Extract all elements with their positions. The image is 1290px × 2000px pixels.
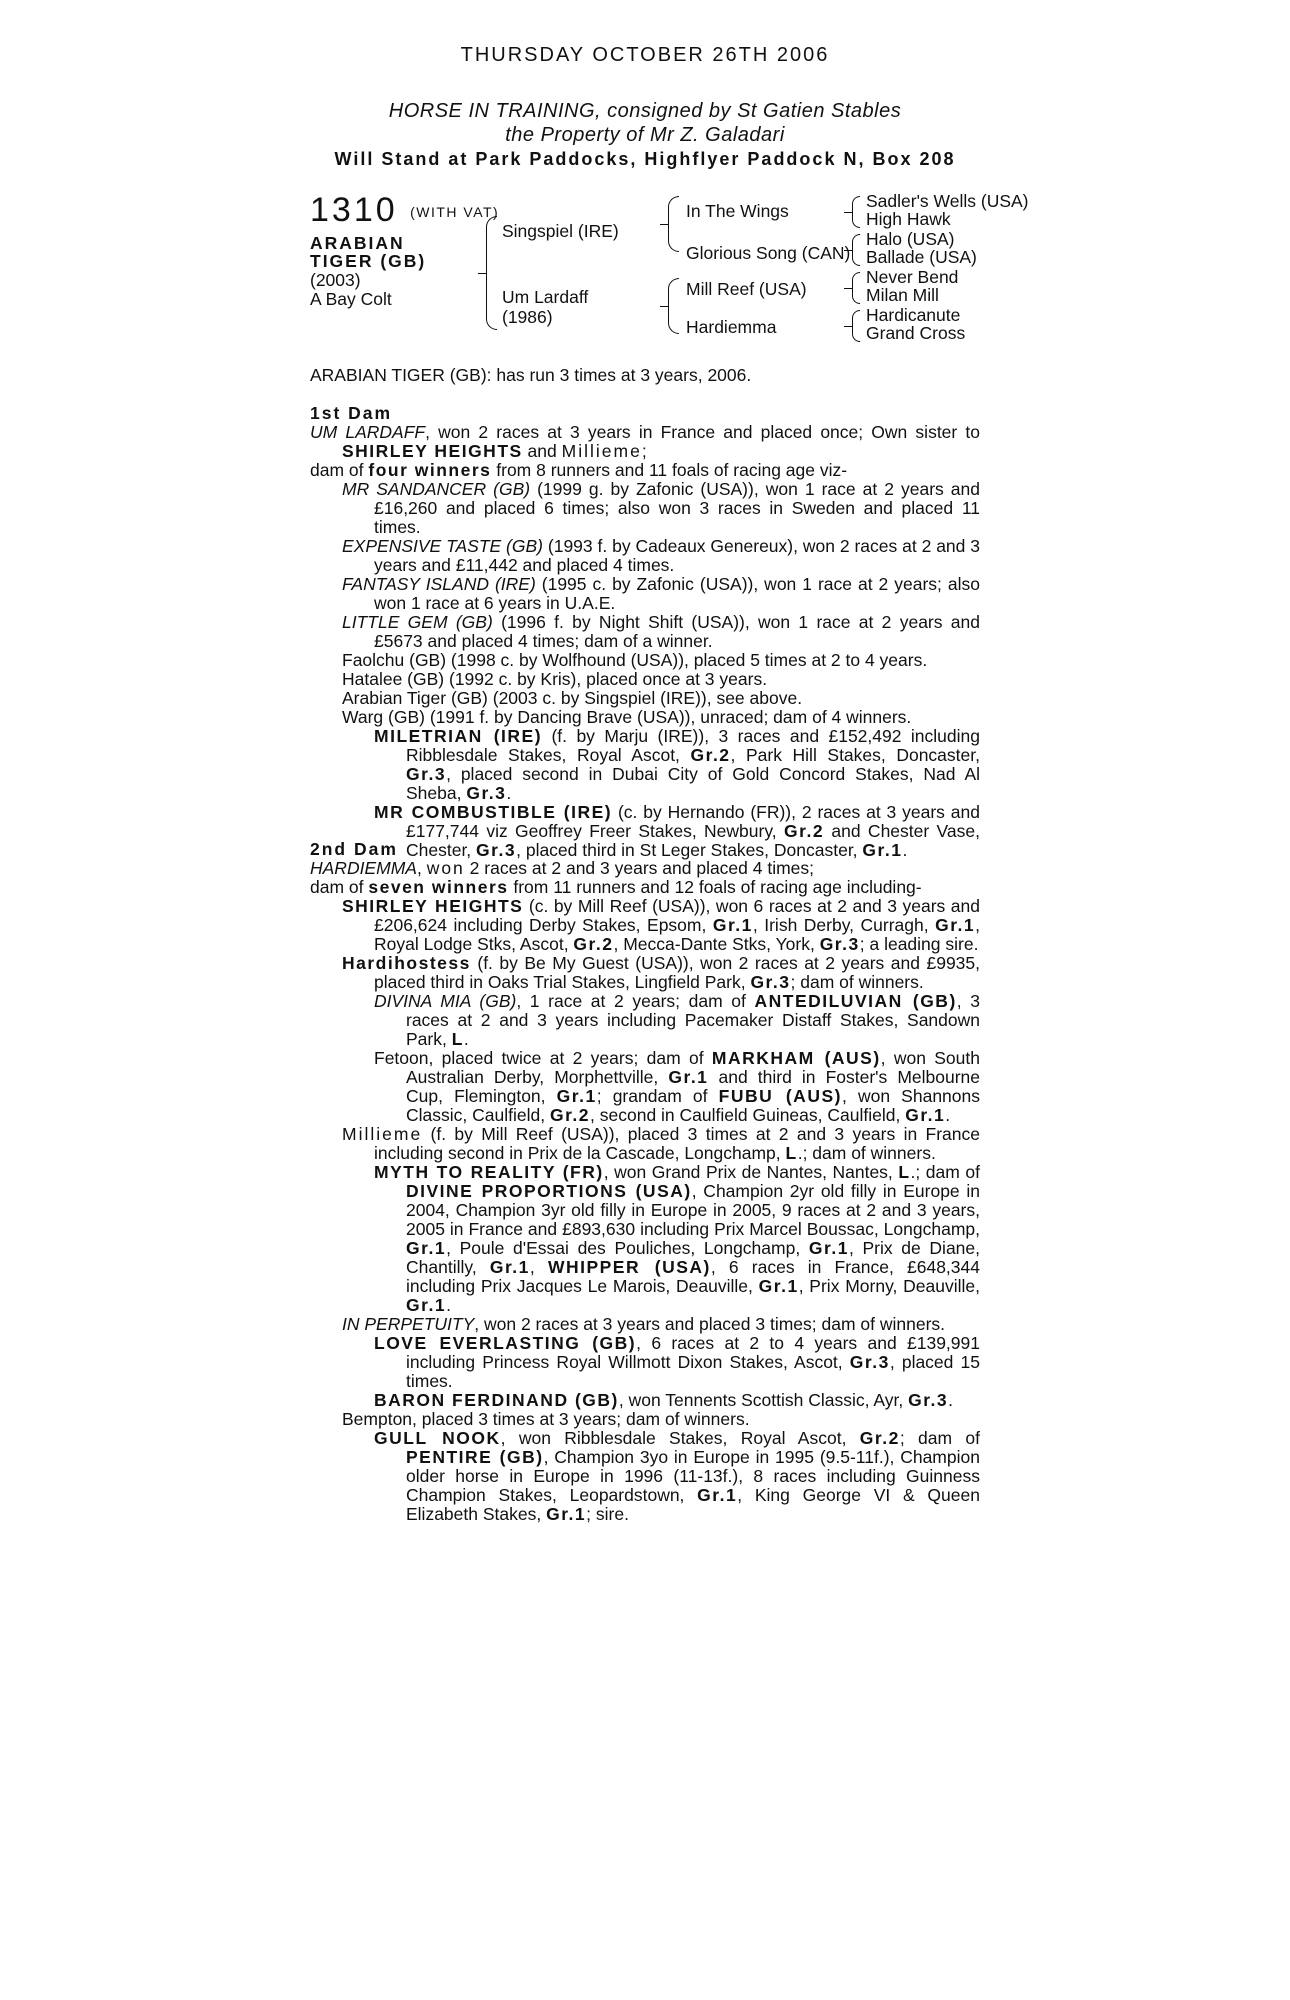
sister-shirley: SHIRLEY HEIGHTS [342, 441, 523, 461]
text-part: , won South Australian Derby, Morphettville, [406, 1048, 980, 1087]
dam-of-prefix: dam of [310, 877, 369, 897]
text-part: . [902, 840, 908, 860]
grade: Gr.2 [690, 745, 731, 765]
produce-text: (1995 c. by Zafonic (USA)), won 1 race at 2 years; also won 1 race at 6 years in U.A.E. [374, 574, 980, 613]
winners-count: four winners [368, 460, 492, 480]
grade: Gr.3 [406, 764, 447, 784]
text-part: (f. by Marju (IRE)), 3 races and £152,492 including Ribblesdale Stakes, Royal Ascot, [406, 726, 980, 765]
first-dam-desc: , won 2 races at 3 years in France and placed once; Own sister to [425, 422, 980, 442]
lot-number-line [310, 192, 499, 230]
text-part: , won Tennents Scottish Classic, Ayr, [618, 1390, 909, 1410]
text-part: and Chester Vase, Chester, [406, 821, 981, 860]
race-summary: ARABIAN TIGER (GB): has run 3 times at 3 years, 2006. [310, 365, 752, 385]
produce-text: (1993 f. by Cadeaux Genereux), won 2 races at 2 and 3 years and £11,442 and placed 4 times. [374, 536, 981, 575]
produce-name: MR SANDANCER (GB) [342, 479, 531, 499]
text-part: , Irish Derby, Curragh, [752, 915, 936, 935]
grade: Gr.2 [859, 1428, 900, 1448]
text-part: , 3 races at 2 and 3 years including Pacemaker Distaff Stakes, Sandown Park, [406, 991, 980, 1049]
text-part: Fetoon, placed twice at 2 years; dam of [374, 1048, 712, 1068]
grade: L [785, 1143, 798, 1163]
text-part: ; dam of [899, 1428, 980, 1448]
text-part: . [948, 1390, 954, 1410]
grade: Gr.2 [573, 934, 614, 954]
horse-year: (2003) [310, 270, 361, 290]
grand-produce-name: LOVE EVERLASTING (GB) [374, 1333, 637, 1353]
text-part: . [446, 1295, 451, 1315]
text-part: , placed third in St Leger Stakes, Doncaster, [516, 840, 863, 860]
produce-entry: Hatalee (GB) (1992 c. by Kris), placed once at 3 years. [342, 669, 768, 689]
pedigree-brace-dam [668, 278, 679, 334]
pedigree-dam-year: (1986) [502, 307, 553, 327]
produce-entry [342, 897, 980, 954]
pedigree-sire: Singspiel (IRE) [502, 221, 619, 241]
bold-horse: PENTIRE (GB) [406, 1447, 544, 1467]
text-part: , second in Caulfield Guineas, Caulfield, [590, 1105, 906, 1125]
grand-produce-name: DIVINA MIA (GB) [374, 991, 517, 1011]
grade: Gr.1 [406, 1295, 447, 1315]
produce-name: LITTLE GEM (GB) [342, 612, 493, 632]
produce-name: Hardihostess [342, 953, 471, 973]
text-part: , placed second in Dubai City of Gold Concord Stakes, Nad Al Sheba, [406, 764, 980, 803]
produce-entry [342, 575, 980, 613]
produce-name: FANTASY ISLAND (IRE) [342, 574, 536, 594]
bold-horse: ANTEDILUVIAN (GB) [754, 991, 957, 1011]
grand-produce-name: MYTH TO REALITY (FR) [374, 1162, 604, 1182]
text-part: , Mecca-Dante Stks, York, [613, 934, 820, 954]
pedigree-brace-main [486, 216, 497, 330]
bold-horse: DIVINE PROPORTIONS (USA) [406, 1181, 692, 1201]
pedigree-brace-sire [668, 196, 679, 252]
produce-entry: Warg (GB) (1991 f. by Dancing Brave (USA)), unraced; dam of 4 winners. [342, 707, 912, 727]
pedigree-gg5: Never Bend [866, 267, 959, 287]
dam-of-prefix: dam of [310, 460, 369, 480]
grade: Gr.3 [819, 934, 860, 954]
text-part: ; grandam of [596, 1086, 719, 1106]
text-part: (c. by Mill Reef (USA)), won 6 races at 2 and 3 years and £206,624 including Derby Stakes, Epsom, [374, 896, 980, 935]
pedigree-gg6: Milan Mill [866, 285, 939, 305]
produce-entry [342, 537, 980, 575]
text-part: and third in Foster's Melbourne Cup, Flemington, [406, 1067, 981, 1106]
grade: Gr.1 [489, 1257, 530, 1277]
grand-produce-entry [374, 1334, 980, 1391]
text-part: , [529, 1257, 548, 1277]
second-dam-name: HARDIEMMA [310, 858, 417, 878]
grade: Gr.3 [476, 840, 517, 860]
pedigree-brace-g2 [852, 234, 860, 266]
text-part: , King George VI & Queen Elizabeth Stakes, [406, 1485, 980, 1524]
grand-produce-entry [374, 1429, 980, 1524]
consignment-line: HORSE IN TRAINING, consigned by St Gatien Stables [388, 100, 902, 122]
pedigree-gg3: Halo (USA) [866, 229, 955, 249]
bold-horse: WHIPPER (USA) [547, 1257, 711, 1277]
grade: Gr.1 [546, 1504, 587, 1524]
pedigree-sire-dam: Glorious Song (CAN) [686, 243, 851, 263]
property-line: the Property of Mr Z. Galadari [505, 124, 785, 146]
pedigree-gg8: Grand Cross [866, 323, 966, 343]
pedigree-gg7: Hardicanute [866, 305, 961, 325]
grade: Gr.1 [712, 915, 753, 935]
horse-description: A Bay Colt [310, 289, 392, 309]
text-part: , won Ribblesdale Stakes, Royal Ascot, [500, 1428, 860, 1448]
text-part: (f. by Be My Guest (USA)), won 2 races at 2 years and £9935, placed third in Oaks Trial Stakes, Lingfield Park, [374, 953, 980, 992]
text-part: , 1 race at 2 years; dam of [516, 991, 755, 1011]
grand-produce-name: MILETRIAN (IRE) [374, 726, 543, 746]
bold-horse: MARKHAM (AUS) [711, 1048, 881, 1068]
first-dam-produce-summary [310, 461, 980, 480]
second-dam-intro: HARDIEMMA, won 2 races at 2 and 3 years and placed 4 times; [310, 858, 815, 878]
semicolon: ; [641, 441, 647, 461]
pedigree-dam-sire: Mill Reef (USA) [686, 279, 807, 299]
sister-millieme: Millieme [561, 441, 642, 461]
grade: Gr.1 [758, 1276, 799, 1296]
text-part: ; dam of winners. [790, 972, 924, 992]
produce-entry [342, 613, 980, 651]
grade: L [898, 1162, 911, 1182]
horse-name: ARABIAN TIGER (GB) [310, 233, 427, 271]
pedigree-gg4: Ballade (USA) [866, 247, 977, 267]
grade: Gr.1 [668, 1067, 709, 1087]
grand-produce-entry [374, 727, 980, 803]
produce-name: IN PERPETUITY [342, 1314, 475, 1334]
text-part: . [463, 1029, 469, 1049]
grade: Gr.1 [808, 1238, 849, 1258]
text-part: , Park Hill Stakes, Doncaster, [730, 745, 980, 765]
text-part: (f. by Mill Reef (USA)), placed 3 times at 2 and 3 years in France including second in Prix de la Cascade, Longchamp, [374, 1124, 980, 1163]
text-part: .; dam of winners. [797, 1143, 936, 1163]
produce-text: (1999 g. by Zafonic (USA)), won 1 race at 2 years and £16,260 and placed 6 times; also won 3 races in Sweden and placed 11 times. [374, 479, 981, 537]
text-part: . [506, 783, 512, 803]
text-part: .; dam of [910, 1162, 980, 1182]
stabling-line: Will Stand at Park Paddocks, Highflyer Paddock N, Box 208 [334, 149, 956, 169]
pedigree-brace-g1 [852, 196, 860, 228]
second-dam-heading: 2nd Dam [310, 839, 398, 859]
pedigree-dam-dam: Hardiemma [686, 317, 777, 337]
text-part: , placed 15 times. [406, 1352, 980, 1391]
grade: Gr.3 [849, 1352, 890, 1372]
winners-count: seven winners [368, 877, 509, 897]
pedigree-brace-g4 [852, 310, 860, 342]
grand-produce-entry [374, 992, 980, 1049]
text-part: (c. by Hernando (FR)), 2 races at 3 years and £177,744 viz Geoffrey Freer Stakes, Newbury, [406, 802, 980, 841]
text-part: , 6 races at 2 to 4 years and £139,991 including Princess Royal Willmott Dixon Stakes, Ascot, [406, 1333, 980, 1372]
first-dam-heading: 1st Dam [310, 403, 393, 423]
text-part: ; a leading sire. [859, 934, 979, 954]
grade: Gr.1 [697, 1485, 738, 1505]
produce-name: Millieme [342, 1124, 423, 1144]
lot-header [310, 191, 1029, 352]
pedigree-gg1: Sadler's Wells (USA) [866, 191, 1029, 211]
text-part: , 6 races in France, £648,344 including Prix Jacques Le Marois, Deauville, [406, 1257, 980, 1296]
first-dam-section [310, 404, 980, 860]
second-dam-desc: 2 races at 2 and 3 years and placed 4 times; [464, 858, 815, 878]
pedigree-brace-g3 [852, 272, 860, 304]
grade: Gr.1 [406, 1238, 447, 1258]
text-part: . [945, 1105, 951, 1125]
dam-of-suffix: from 8 runners and 11 foals of racing age viz- [491, 460, 848, 480]
first-dam-name: UM LARDAFF [310, 422, 426, 442]
produce-entry: Bempton, placed 3 times at 3 years; dam of winners. [342, 1409, 750, 1429]
text-part: , Poule d'Essai des Pouliches, Longchamp, [446, 1238, 809, 1258]
first-dam-intro [310, 423, 980, 461]
grand-produce-entry [374, 1163, 980, 1315]
text-part: , Champion 3yo in Europe in 1995 (9.5-11f.), Champion older horse in Europe in 1996 (11-13f.), 8 races including Guinness Champion Stakes, Leopardstown, [406, 1447, 980, 1505]
produce-entry [342, 1125, 980, 1163]
grade: Gr.3 [750, 972, 791, 992]
grade: Gr.1 [862, 840, 903, 860]
text-part: , Champion 2yr old filly in Europe in 2004, Champion 3yr old filly in Europe in 2005, 9 races at 2 and 3 years, 2005 in France and £893,630 including Prix Marcel Boussac, Longchamp, [406, 1181, 980, 1239]
text-part: , Royal Lodge Stks, Ascot, [374, 915, 981, 954]
grade: Gr.3 [466, 783, 507, 803]
pedigree-sire-sire: In The Wings [686, 201, 789, 221]
produce-entry: Faolchu (GB) (1998 c. by Wolfhound (USA)), placed 5 times at 2 to 4 years. [342, 650, 928, 670]
grand-produce-entry [374, 1391, 980, 1410]
text-part: ; sire. [586, 1504, 629, 1524]
dam-of-suffix: from 11 runners and 12 foals of racing age including- [508, 877, 922, 897]
and-text: and [522, 441, 562, 461]
grade: Gr.1 [905, 1105, 946, 1125]
grand-produce-entry [374, 1049, 980, 1125]
text-part: , won 2 races at 3 years and placed 3 times; dam of winners. [474, 1314, 946, 1334]
vat-note: (WITH VAT) [410, 204, 500, 221]
produce-name: EXPENSIVE TASTE (GB) [342, 536, 544, 556]
pedigree-dam: Um Lardaff [502, 287, 589, 307]
produce-entry [342, 1315, 980, 1334]
bold-horse: FUBU (AUS) [718, 1086, 842, 1106]
won-text: won [426, 858, 465, 878]
second-dam-section [310, 840, 980, 1524]
produce-entry [342, 954, 980, 992]
produce-text: (1996 f. by Night Shift (USA)), won 1 race at 2 years and £5673 and placed 4 times; dam of a winner. [374, 612, 980, 651]
grand-produce-name: MR COMBUSTIBLE (IRE) [374, 802, 613, 822]
grade: Gr.1 [935, 915, 976, 935]
produce-entry: Arabian Tiger (GB) (2003 c. by Singspiel (IRE)), see above. [342, 688, 803, 708]
text-part: , Prix de Diane, Chantilly, [406, 1238, 981, 1277]
text-part: , won Shannons Classic, Caulfield, [406, 1086, 980, 1125]
grand-produce-name: GULL NOOK [374, 1428, 501, 1448]
grade: L [451, 1029, 464, 1049]
sale-date: THURSDAY OCTOBER 26TH 2006 [460, 44, 830, 66]
lot-number: 1310 [310, 191, 398, 229]
second-dam-produce-summary [310, 878, 980, 897]
produce-entry [342, 480, 980, 537]
produce-name: SHIRLEY HEIGHTS [342, 896, 524, 916]
grade: Gr.2 [549, 1105, 591, 1125]
grand-produce-name: BARON FERDINAND (GB) [374, 1390, 619, 1410]
grade: Gr.3 [908, 1390, 949, 1410]
text-part: , Prix Morny, Deauville, [798, 1276, 980, 1296]
text-part: , won Grand Prix de Nantes, Nantes, [603, 1162, 899, 1182]
grade: Gr.2 [784, 821, 825, 841]
grade: Gr.1 [556, 1086, 597, 1106]
pedigree-gg2: High Hawk [866, 209, 951, 229]
